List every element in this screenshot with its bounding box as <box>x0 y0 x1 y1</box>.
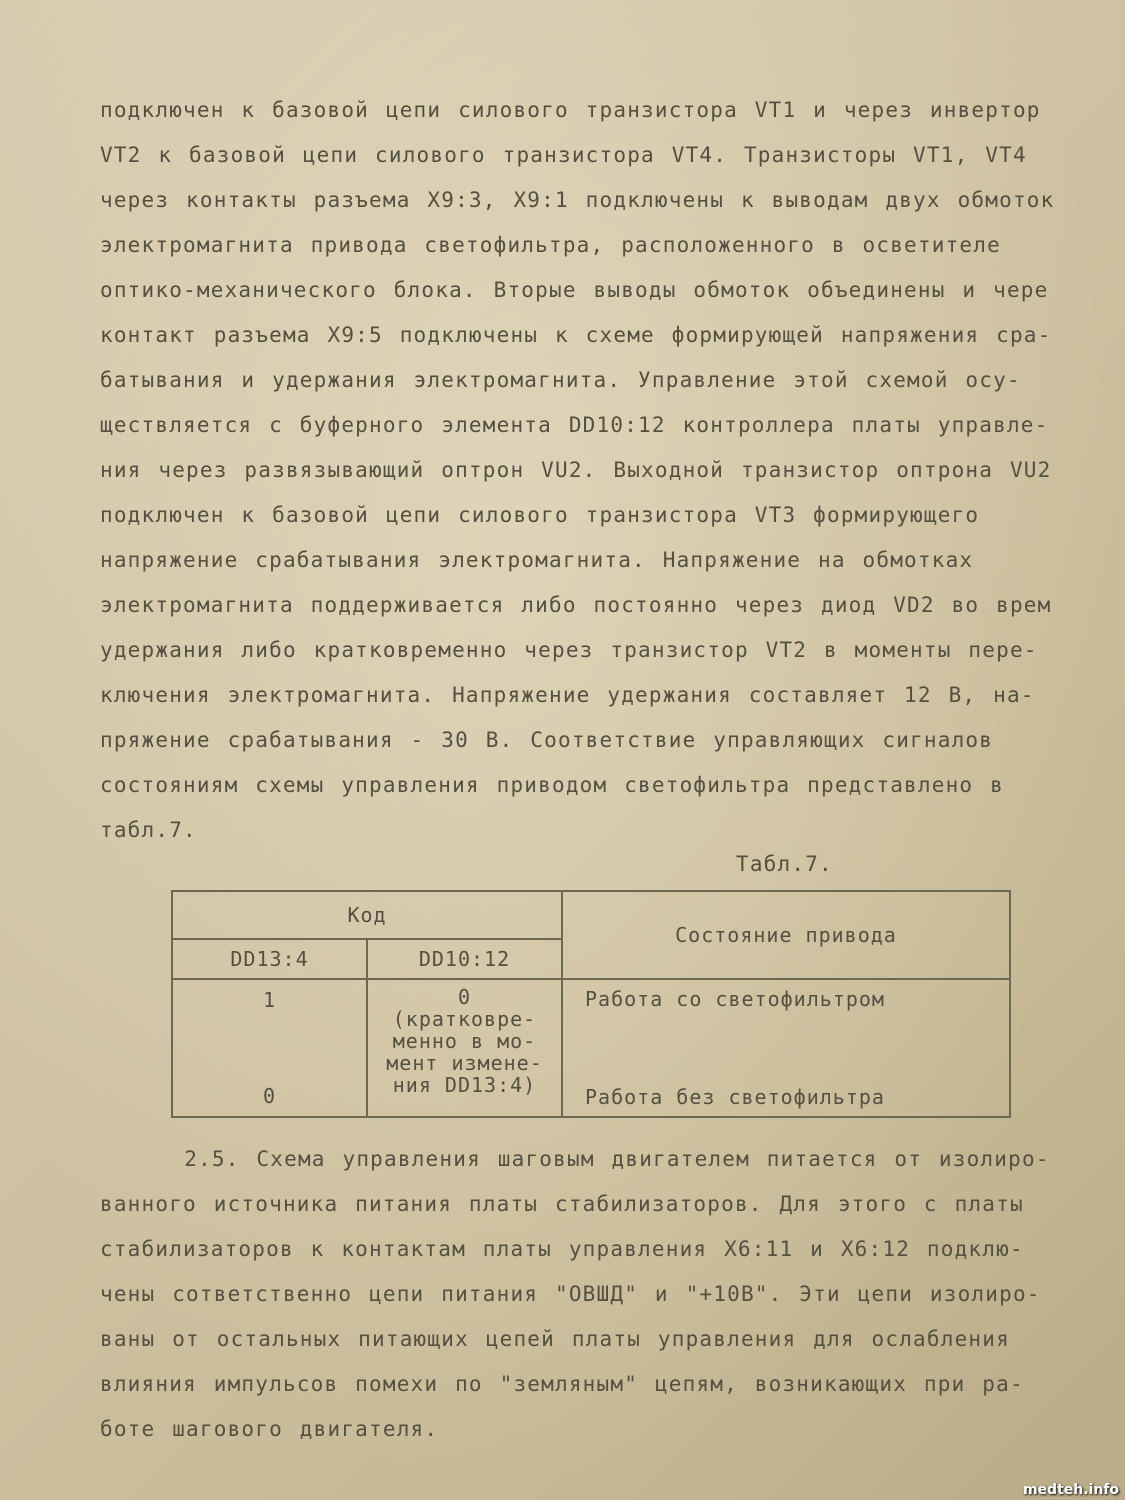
text-line: состояниям схемы управления приводом светофильтра представлено в <box>100 773 1004 797</box>
dd10-line: мент измене- <box>386 1051 543 1075</box>
text-line: стабилизаторов к контактам платы управления X6:11 и X6:12 подклю- <box>100 1237 1024 1261</box>
dd13-value-row2: 0 <box>262 1084 277 1108</box>
text-line: VT2 к базовой цепи силового транзистора VT4. Транзисторы VT1, VT4 <box>100 143 1027 167</box>
paragraph-1 <box>100 88 1110 853</box>
text-line: удержания либо кратковременно через транзистор VT2 в моменты пере- <box>100 638 1038 662</box>
text-line: подключен к базовой цепи силового транзистора VT3 формирующего <box>100 503 980 527</box>
dd10-value-cell <box>367 979 562 1117</box>
column-dd13: DD13:4 <box>172 939 367 979</box>
text-line: электромагнита привода светофильтра, расположенного в осветителе <box>100 233 1001 257</box>
text-line: пряжение срабатывания - 30 В. Соответствие управляющих сигналов <box>100 728 994 752</box>
table-caption: Табл.7. <box>736 852 833 876</box>
text-line: через контакты разъема X9:3, X9:1 подключены к выводам двух обмоток <box>100 188 1055 212</box>
dd10-line: менно в мо- <box>392 1029 537 1053</box>
text-line: 2.5. Схема управления шаговым двигателем питается от изолиро- <box>100 1147 1050 1171</box>
state-row1: Работа со светофильтром <box>585 987 885 1011</box>
text-line: ваны от остальных питающих цепей платы управления для ослабления <box>100 1327 1010 1351</box>
text-line: боте шагового двигателя. <box>100 1417 439 1441</box>
text-line: электромагнита поддерживается либо постоянно через диод VD2 во врем <box>100 593 1052 617</box>
header-state: Состояние привода <box>562 891 1010 979</box>
watermark: medteh.info <box>1022 1482 1119 1498</box>
text-line: чены сответственно цепи питания "ОВШД" и "+10В". Эти цепи изолиро- <box>100 1282 1041 1306</box>
text-line: ществляется с буферного элемента DD10:12 контроллера платы управле- <box>100 413 1049 437</box>
text-line: оптико-механического блока. Вторые выводы обмоток объединены и чере <box>100 278 1049 302</box>
dd10-line: (кратковре- <box>392 1007 537 1031</box>
text-line: ния через развязывающий оптрон VU2. Выходной транзистор оптрона VU2 <box>100 458 1052 482</box>
text-line: контакт разъема X9:5 подключены к схеме формирующей напряжения сра- <box>100 323 1052 347</box>
text-line: ключения электромагнита. Напряжение удержания составляет 12 В, на- <box>100 683 1035 707</box>
header-code: Код <box>172 891 562 939</box>
dd10-line: ния DD13:4) <box>392 1073 537 1097</box>
column-dd10: DD10:12 <box>367 939 562 979</box>
paragraph-2 <box>100 1137 1110 1452</box>
state-row2: Работа без светофильтра <box>585 1085 885 1109</box>
text-line: батывания и удержания электромагнита. Управление этой схемой осу- <box>100 368 1021 392</box>
text-line: ванного источника питания платы стабилизаторов. Для этого с платы <box>100 1192 1024 1216</box>
table-7 <box>171 890 1011 1118</box>
text-line: подключен к базовой цепи силового транзистора VT1 и через инвертор <box>100 98 1041 122</box>
text-line: напряжение срабатывания электромагнита. Напряжение на обмотках <box>100 548 974 572</box>
dd13-values-cell <box>172 979 367 1117</box>
dd10-line: 0 <box>457 985 472 1009</box>
state-values-cell <box>562 979 1010 1117</box>
text-line: табл.7. <box>100 818 197 842</box>
dd13-value-row1: 1 <box>262 988 277 1012</box>
text-line: влияния импульсов помехи по "земляным" цепям, возникающих при ра- <box>100 1372 1024 1396</box>
